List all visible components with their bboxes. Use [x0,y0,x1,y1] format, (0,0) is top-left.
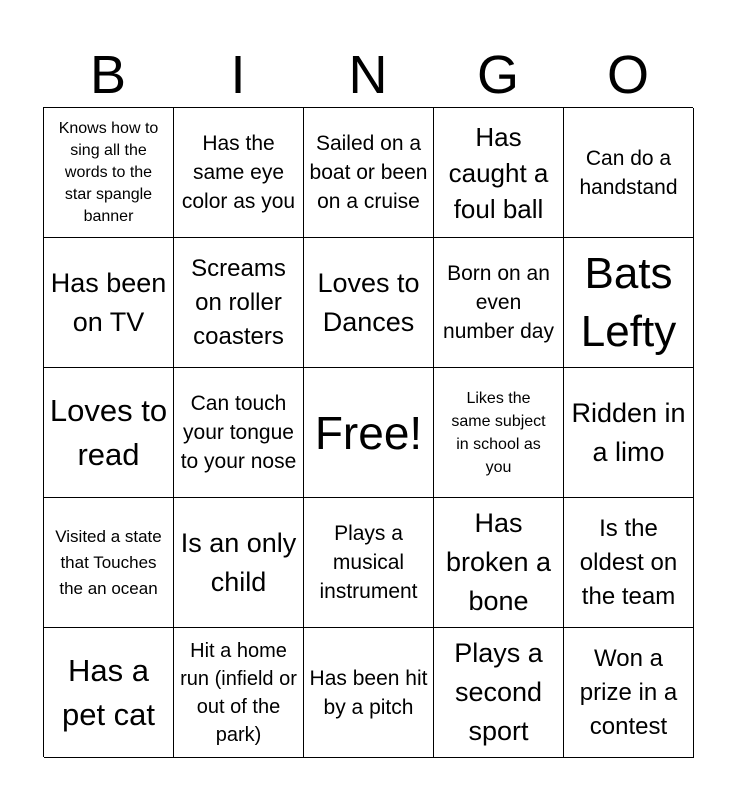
bingo-cell[interactable] [564,628,694,758]
bingo-cell[interactable] [44,498,174,628]
bingo-cell-text: Born on an even number day [443,262,554,343]
bingo-cell[interactable] [564,498,694,628]
bingo-cell[interactable] [304,108,434,238]
bingo-cell[interactable] [304,238,434,368]
bingo-cell-text: Hit a home run (infield or out of the park) [180,639,297,746]
bingo-cell[interactable] [434,628,564,758]
bingo-cell-text: Bats Lefty [580,248,677,356]
bingo-cell[interactable] [174,108,304,238]
header-letter-n: N [348,45,388,105]
bingo-cell-text: Has caught a foul ball [448,121,549,224]
bingo-cell-text: Knows how to sing all the words to the star spangle banner [58,119,159,225]
header-letter-b: B [89,45,127,105]
bingo-cell-text: Ridden in a limo [571,397,686,467]
bingo-cell-text: Is the oldest on the team [579,514,678,610]
bingo-cell[interactable] [434,238,564,368]
header-letter-o: O [606,45,649,105]
bingo-cell-text: Can touch your tongue to your nose [180,392,297,473]
bingo-cell-text: Has a pet cat [61,652,156,732]
bingo-cell-text: Loves to Dances [317,267,420,337]
bingo-cell-text: Has been hit by a pitch [309,666,428,719]
bingo-cell-text: Won a prize in a contest [579,644,678,740]
bingo-cell[interactable] [564,108,694,238]
bingo-card-grid [43,107,693,757]
bingo-cell[interactable] [434,498,564,628]
bingo-cell[interactable] [174,628,304,758]
bingo-cell-text: Sailed on a boat or been on a cruise [309,132,428,213]
bingo-cell-text: Is an only child [180,527,297,597]
bingo-cell[interactable] [44,238,174,368]
bingo-cell-text: Loves to read [49,392,168,472]
bingo-cell-text: Has broken a bone [445,508,552,616]
bingo-cell[interactable] [174,368,304,498]
bingo-header [43,44,693,106]
bingo-cell-text: Plays a musical instrument [319,522,418,603]
bingo-cell[interactable] [434,108,564,238]
bingo-cell[interactable] [44,108,174,238]
bingo-cell-text: Has the same eye color as you [181,132,296,213]
bingo-cell[interactable] [174,498,304,628]
bingo-cell-text: Visited a state that Touches the an ocean [55,526,162,598]
bingo-cell[interactable] [434,368,564,498]
header-letter-g: G [476,45,519,105]
bingo-cell[interactable] [44,628,174,758]
bingo-cell-text: Likes the same subject in school as you [451,389,546,476]
header-letter-i: I [230,45,246,105]
bingo-cell[interactable] [304,498,434,628]
free-space-text: Free! [314,406,423,459]
bingo-cell-text: Screams on roller coasters [191,254,286,350]
bingo-cell[interactable] [174,238,304,368]
bingo-cell-text: Plays a second sport [454,638,543,746]
bingo-cell[interactable] [564,238,694,368]
bingo-cell free-space[interactable] [304,368,434,498]
bingo-cell[interactable] [304,628,434,758]
bingo-cell-text: Has been on TV [50,267,167,337]
bingo-cell-text: Can do a handstand [579,146,678,199]
bingo-cell[interactable] [44,368,174,498]
bingo-cell[interactable] [564,368,694,498]
